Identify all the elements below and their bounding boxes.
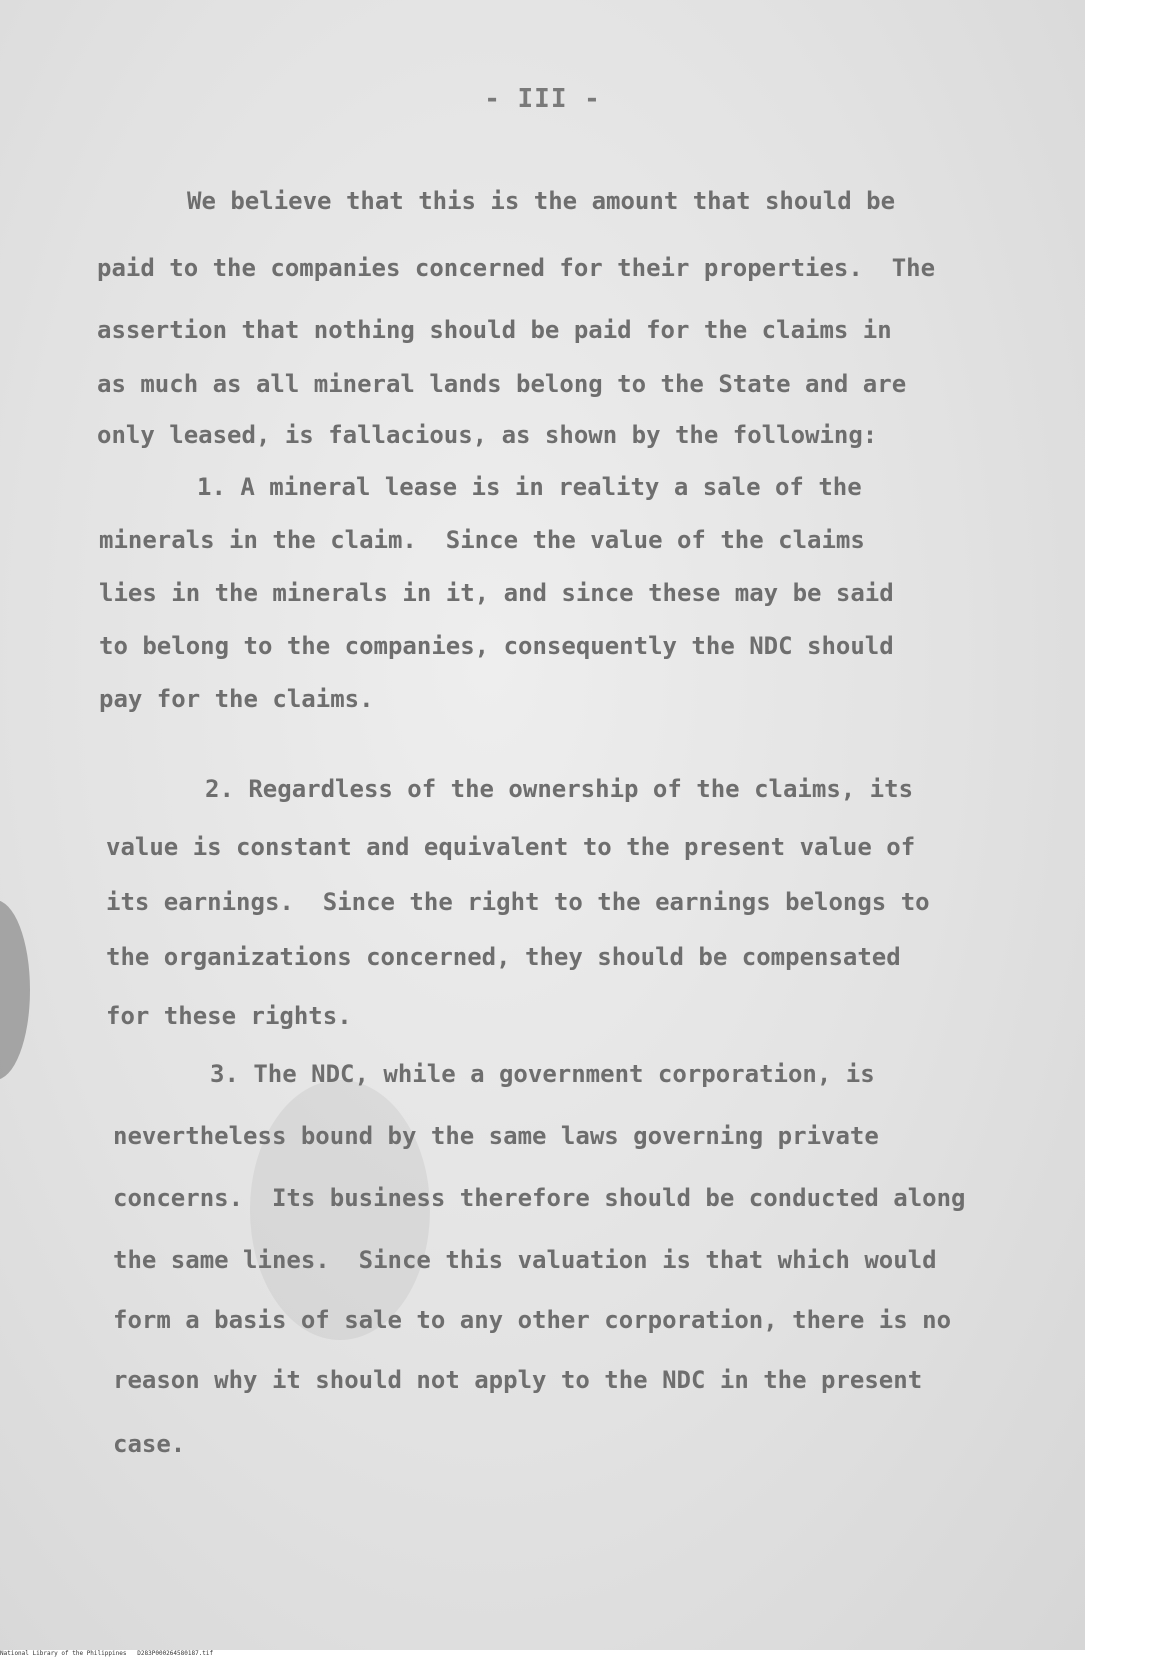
page-number: - III - [484,84,601,114]
scan-footer [0,1650,1160,1658]
text-line: 2. Regardless of the ownership of the claims, its [205,775,914,803]
text-line: pay for the claims. [99,685,374,713]
text-line: form a basis of sale to any other corporation, there is no [113,1306,952,1334]
text-line: only leased, is fallacious, as shown by the following: [97,421,878,449]
text-line: We believe that this is the amount that should be [187,187,896,215]
scan-margin [1085,0,1160,1650]
text-line: its earnings. Since the right to the earnings belongs to [106,888,930,916]
text-line: the organizations concerned, they should be compensated [106,943,901,971]
text-line: as much as all mineral lands belong to the State and are [97,370,907,398]
text-line: concerns. Its business therefore should be conducted along [113,1184,966,1212]
text-line: case. [113,1430,186,1458]
text-line: assertion that nothing should be paid for the claims in [97,316,892,344]
text-line: lies in the minerals in it, and since these may be said [99,579,894,607]
text-line: 3. The NDC, while a government corporation, is [210,1060,875,1088]
text-line: for these rights. [106,1002,352,1030]
text-line: value is constant and equivalent to the present value of [106,833,916,861]
footer-file-id: D283P000264580187.tif [137,1650,214,1657]
text-line: to belong to the companies, consequently the NDC should [99,632,894,660]
text-line: minerals in the claim. Since the value of the claims [99,526,865,554]
footer-library: National Library of the Philippines [0,1650,127,1657]
text-line: 1. A mineral lease is in reality a sale of the [197,473,862,501]
text-line: nevertheless bound by the same laws governing private [113,1122,879,1150]
stain-mark [0,900,30,1080]
text-line: paid to the companies concerned for their properties. The [97,254,936,282]
text-line: reason why it should not apply to the NDC in the present [113,1366,923,1394]
text-line: the same lines. Since this valuation is that which would [113,1246,937,1274]
